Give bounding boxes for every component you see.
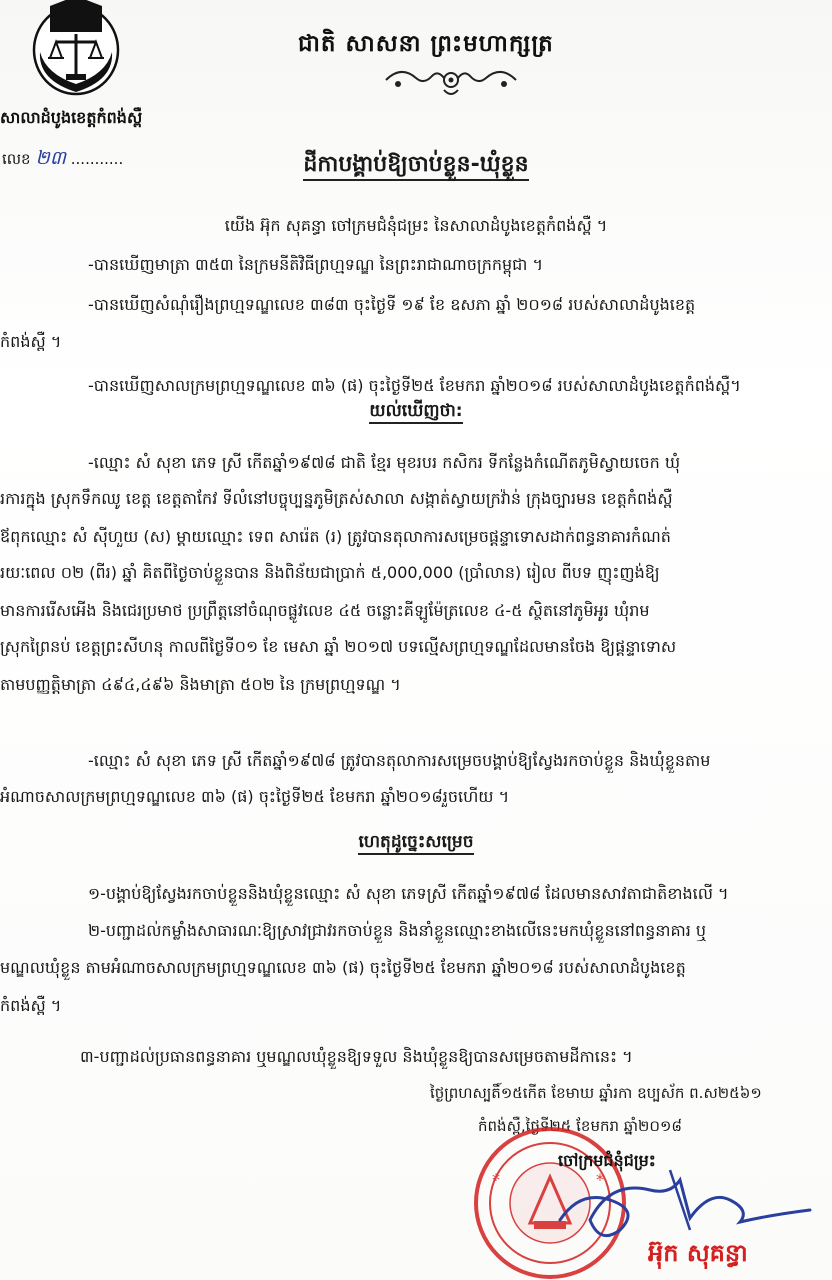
decorative-flourish-icon	[376, 60, 526, 100]
considering-heading: យល់ឃើញថា:	[0, 400, 832, 425]
court-emblem-icon	[30, 0, 122, 96]
document-title: ដីកាបង្គាប់ឱ្យចាប់ខ្លួន-ឃុំខ្លួន	[0, 150, 832, 182]
handwritten-signature	[540, 1160, 820, 1250]
court-name: សាលាដំបូងខេត្តកំពង់ស្ពឺ	[0, 108, 143, 127]
decision-item: កំពង់ស្ពឺ ។	[0, 996, 62, 1015]
considering-line: អំណាចសាលក្រមព្រហ្មទណ្ឌលេខ ៣៦ (ផ) ចុះថ្ងៃទី២៥ ខែមករា ឆ្នាំ២០១៨រួចហើយ ។	[0, 787, 510, 806]
intro-line: -បានឃើញមាត្រា ៣៥៣ នៃក្រមនីតិវិធីព្រហ្មទណ្ឌ នៃព្រះរាជាណាចក្រកម្ពុជា ។	[88, 255, 544, 274]
considering-line: មានការរើសអើង និងជេរប្រមាថ ប្រព្រឹត្តនៅចំណុចផ្លូវលេខ ៤៥ ចន្លោះគីឡូម៉ែត្រលេខ ៤-៥ ស្ថិតនៅភូមិអូរ ឃុំរាម	[0, 601, 650, 620]
intro-line: -បានឃើញសាលក្រមព្រហ្មទណ្ឌលេខ ៣៦ (ផ) ចុះថ្ងៃទី២៥ ខែមករា ឆ្នាំ២០១៨ របស់សាលាដំបូងខេត្តកំពង់ស្ពឺ។	[88, 376, 741, 395]
svg-text:*: *	[596, 1170, 604, 1189]
considering-line: ស្រុកព្រៃនប់ ខេត្តព្រះសីហនុ កាលពីថ្ងៃទី០១ ខែ មេសា ឆ្នាំ ២០១៧ បទល្មើសព្រហ្មទណ្ឌដែលមានចែង ឱ្យផ្តន្ទាទោស	[0, 637, 677, 656]
considering-line: ឪពុកឈ្មោះ សំ ស៊ីហួយ (ស) ម្តាយឈ្មោះ ទេព សារ៉េត (រ) ត្រូវបានតុលាការសម្រេចផ្តន្ទាទោសដាក់ពន្ធនាគារកំណត់	[0, 527, 671, 546]
decision-item: ២-បញ្ជាដល់កម្លាំងសាធារណៈឱ្យស្រាវជ្រាវរកចាប់ខ្លួន និងនាំខ្លួនឈ្មោះខាងលើនេះមកឃុំខ្លួននៅពន្ធនាគារ ឬ	[88, 921, 707, 940]
intro-line: -បានឃើញសំណុំរឿងព្រហ្មទណ្ឌលេខ ៣៨៣ ចុះថ្ងៃទី ១៩ ខែ ឧសភា ឆ្នាំ ២០១៨ របស់សាលាដំបូងខេត្ត	[88, 295, 696, 314]
svg-text:*: *	[492, 1170, 500, 1189]
decision-item: មណ្ឌលឃុំខ្លួន តាមអំណាចសាលក្រមព្រហ្មទណ្ឌលេខ ៣៦ (ផ) ចុះថ្ងៃទី២៥ ខែមករា ឆ្នាំ២០១៨ របស់សាលាដំបូងខេត្ត	[0, 958, 686, 977]
intro-line: កំពង់ស្ពឺ ។	[0, 332, 62, 351]
intro-line: យើង អ៊ុក សុគន្ធា ចៅក្រមជំនុំជម្រះ នៃសាលាដំបូងខេត្តកំពង់ស្ពឺ ។	[224, 216, 608, 235]
decision-item: ១-បង្គាប់ឱ្យស្វែងរកចាប់ខ្លួននិងឃុំខ្លួនឈ្មោះ សំ សុខា ភេទស្រី កើតឆ្នាំ១៩៧៨ ដែលមានសាវតាជាតិខាងលើ ។	[88, 884, 729, 903]
place-date: កំពង់ស្ពឺ,ថ្ងៃទី២៥ ខែមករា ឆ្នាំ២០១៨	[478, 1117, 683, 1135]
considering-line: រយៈពេល ០២ (ពីរ) ឆ្នាំ គិតពីថ្ងៃចាប់ខ្លួនបាន និងពិន័យជាប្រាក់ ៥,000,000 (ប្រាំលាន) រៀល ពីបទ ញុះញង់ឱ្យ	[0, 563, 660, 582]
considering-line: តាមបញ្ញត្តិមាត្រា ៤៩៤,៤៩៦ និងមាត្រា ៥០២ នៃ ក្រមព្រហ្មទណ្ឌ ។	[0, 675, 401, 694]
considering-line: -ឈ្មោះ សំ សុខា ភេទ ស្រី កើតឆ្នាំ១៩៧៨ ជាតិ ខ្មែរ មុខរបរ កសិករ ទីកន្លែងកំណើតភូមិស្វាយចេក ឃុំ	[88, 453, 681, 472]
signer-title: ចៅក្រមជំនុំជម្រះ	[558, 1151, 656, 1170]
reference-value: ២៣	[35, 147, 66, 169]
decision-heading: ហេតុដូច្នេះសម្រេច	[0, 831, 832, 856]
considering-line: -ឈ្មោះ សំ សុខា ភេទ ស្រី កើតឆ្នាំ១៩៧៨ ត្រូវបានតុលាការសម្រេចបង្គាប់ឱ្យស្វែងរកចាប់ខ្លួន និងឃុំខ្លួនតាម	[88, 751, 711, 770]
signer-name: អ៊ុក សុគន្ធា	[648, 1239, 748, 1267]
reference-dots: ...........	[70, 150, 124, 168]
reference-prefix: លេខ	[2, 150, 31, 168]
considering-line: រការក្នុង ស្រុកទឹកឈូ ខេត្ត ខេត្តតាកែវ ទីលំនៅបច្ចុប្បន្នភូមិត្រស់សាលា សង្កាត់ស្វាយក្រវ៉ាន់ ក្រុងច្បារមន ខេត្តកំពង់ស្ពឺ	[0, 489, 673, 508]
lunar-date: ថ្ងៃព្រហស្បតិ៍១៥កើត ខែមាឃ ឆ្នាំរកា ឧប្បស័ក ព.ស២៥៦១	[430, 1084, 762, 1102]
decision-item: ៣-បញ្ជាដល់ប្រធានពន្ធនាគារ ឬមណ្ឌលឃុំខ្លួនឱ្យទទួល និងឃុំខ្លួនឱ្យបានសម្រេចតាមដីកានេះ ។	[80, 1047, 633, 1066]
national-motto: ជាតិ សាសនា ព្រះមហាក្សត្រ	[298, 31, 554, 57]
